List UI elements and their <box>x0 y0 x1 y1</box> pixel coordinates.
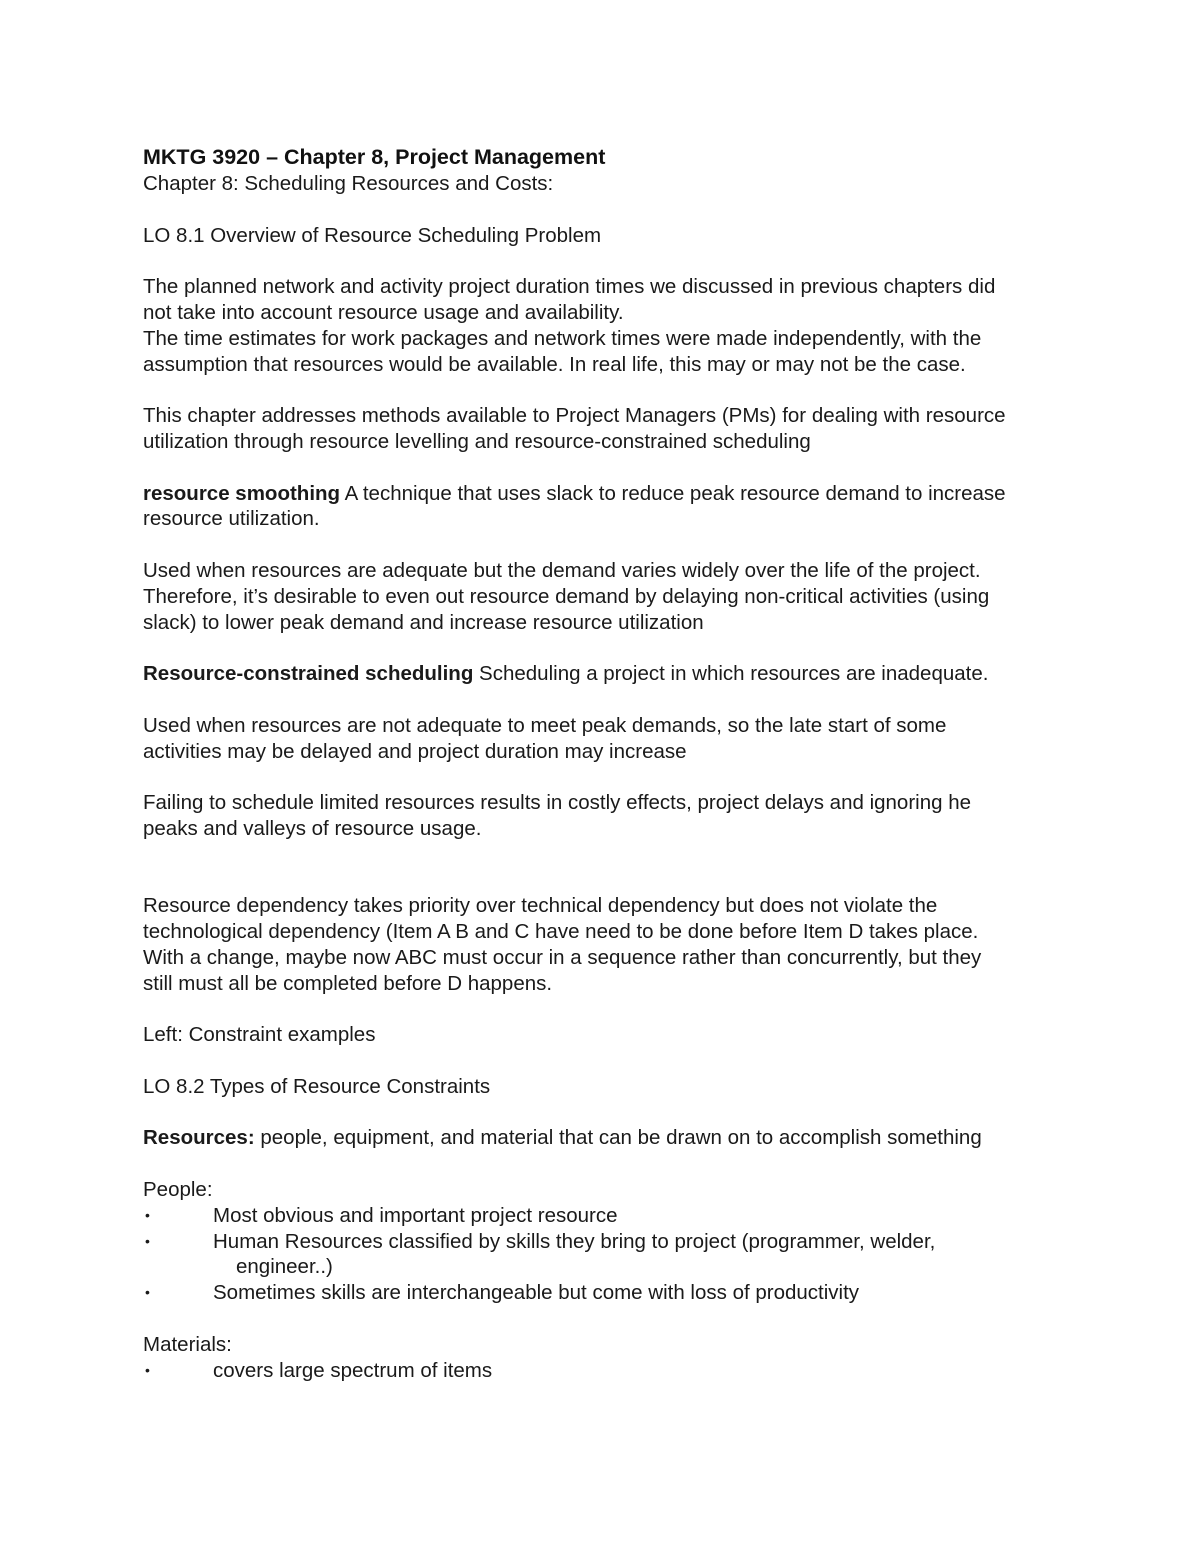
text-line: utilization through resource levelling and resource-constrained scheduling <box>143 429 811 453</box>
document-title: MKTG 3920 – Chapter 8, Project Management <box>143 145 606 169</box>
left-note: Left: Constraint examples <box>143 1023 376 1047</box>
list-item-text: covers large spectrum of items <box>213 1358 493 1382</box>
list-item-continuation: engineer..) <box>236 1255 333 1279</box>
text-line: Therefore, it’s desirable to even out resource demand by delaying non-critical activities (using <box>143 584 990 608</box>
list-item <box>143 1229 1073 1281</box>
text-line: assumption that resources would be available. In real life, this may or may not be the case. <box>143 352 966 376</box>
materials-list <box>143 1358 1073 1384</box>
people-list <box>143 1203 1073 1306</box>
materials-heading: Materials: <box>143 1332 232 1356</box>
bullet-icon: • <box>145 1206 150 1223</box>
text-line: technological dependency (Item A B and C have need to be done before Item D takes place. <box>143 920 979 944</box>
document-page <box>143 143 1073 1383</box>
text-line: Failing to schedule limited resources results in costly effects, project delays and ignoring he <box>143 791 972 815</box>
people-heading: People: <box>143 1178 213 1202</box>
chapter-subtitle: Chapter 8: Scheduling Resources and Costs: <box>143 172 554 195</box>
text-line: With a change, maybe now ABC must occur in a sequence rather than concurrently, but they <box>143 945 982 969</box>
definition-resources <box>143 1125 1073 1151</box>
text-line: The time estimates for work packages and network times were made independently, with the <box>143 326 982 350</box>
paragraph-chapter-methods <box>143 403 1073 455</box>
definition-text: A technique that uses slack to reduce peak resource demand to increase <box>340 481 1006 505</box>
definition-resource-smoothing <box>143 481 1073 533</box>
list-item <box>143 1280 1073 1306</box>
text-line <box>143 481 1073 507</box>
text-line: The planned network and activity project duration times we discussed in previous chapters did <box>143 275 996 299</box>
paragraph-failing-schedule <box>143 790 1073 842</box>
bullet-icon: • <box>145 1232 150 1249</box>
definition-text: Scheduling a project in which resources are inadequate. <box>473 662 989 686</box>
list-item-text: Sometimes skills are interchangeable but come with loss of productivity <box>213 1281 860 1305</box>
bullet-icon: • <box>145 1361 150 1378</box>
list-item-text: Human Resources classified by skills they bring to project (programmer, welder, <box>213 1229 936 1253</box>
text-line: This chapter addresses methods available to Project Managers (PMs) for dealing with resource <box>143 404 1006 428</box>
lo2-heading: LO 8.2 Types of Resource Constraints <box>143 1074 491 1098</box>
text-line: slack) to lower peak demand and increase resource utilization <box>143 610 704 634</box>
paragraph-constrained-usage <box>143 713 1073 765</box>
definition-resource-constrained <box>143 661 1073 687</box>
list-item-text: Most obvious and important project resource <box>213 1203 618 1227</box>
text-line: not take into account resource usage and availability. <box>143 300 624 324</box>
paragraph-resource-dependency <box>143 893 1073 996</box>
term-resource-smoothing: resource smoothing <box>143 481 341 505</box>
lo1-heading: LO 8.1 Overview of Resource Scheduling Problem <box>143 223 602 247</box>
term-resource-constrained: Resource-constrained scheduling <box>143 662 474 686</box>
text-line: still must all be completed before D happens. <box>143 971 553 995</box>
paragraph-network-times <box>143 274 1073 377</box>
text-line: Resource dependency takes priority over technical dependency but does not violate the <box>143 894 938 918</box>
term-resources: Resources: <box>143 1126 255 1150</box>
list-item <box>143 1358 1073 1384</box>
list-item <box>143 1203 1073 1229</box>
text-line: Used when resources are not adequate to meet peak demands, so the late start of some <box>143 713 947 737</box>
text-line: activities may be delayed and project duration may increase <box>143 739 687 763</box>
definition-text: people, equipment, and material that can be drawn on to accomplish something <box>254 1126 982 1150</box>
paragraph-smoothing-usage <box>143 558 1073 635</box>
bullet-icon: • <box>145 1284 150 1301</box>
text-line: peaks and valleys of resource usage. <box>143 816 482 840</box>
text-line: resource utilization. <box>143 507 320 531</box>
text-line: Used when resources are adequate but the demand varies widely over the life of the project. <box>143 558 981 582</box>
